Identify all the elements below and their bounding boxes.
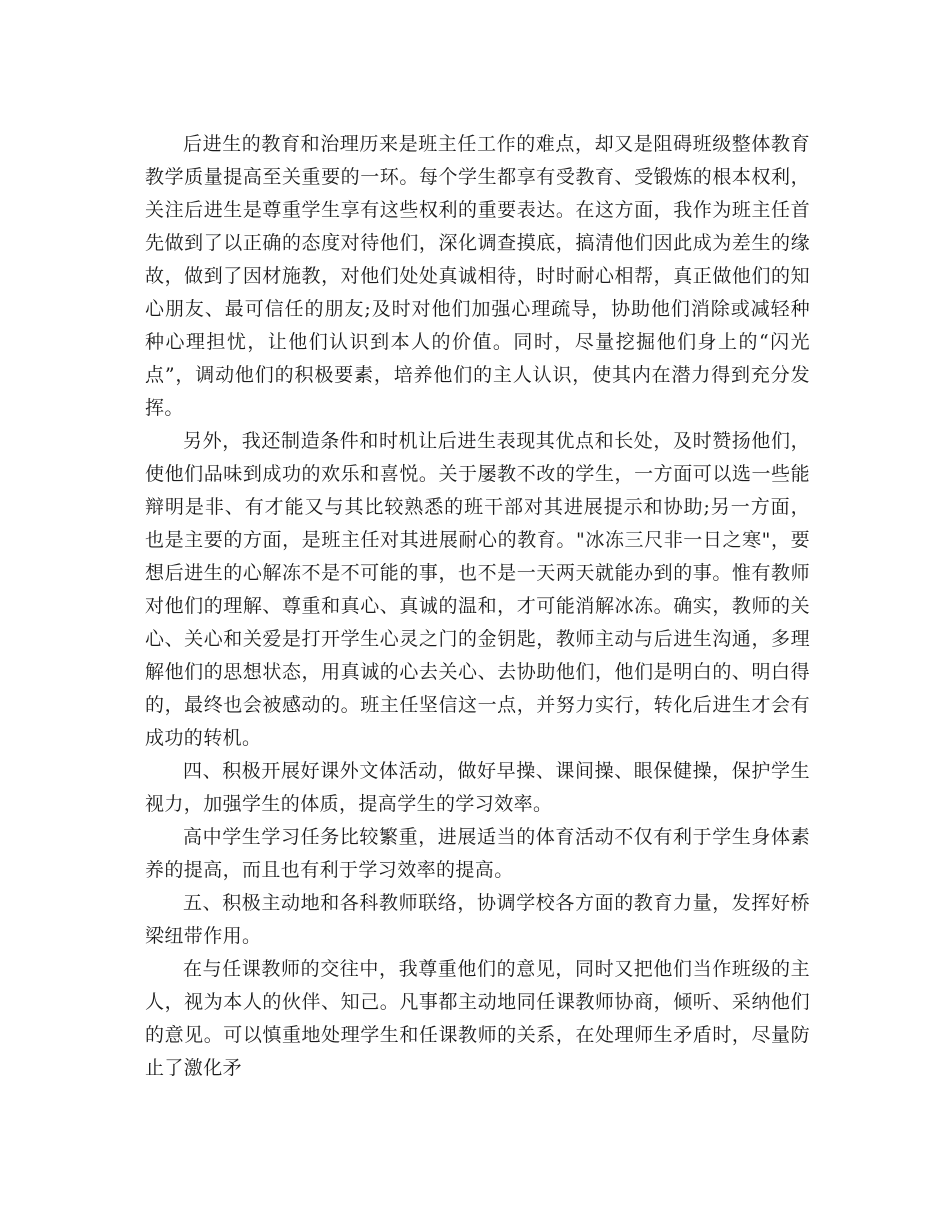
paragraph-5: 五、积极主动地和各科教师联络，协调学校各方面的教育力量，发挥好桥梁纽带作用。: [145, 892, 810, 947]
paragraph-3: 四、积极开展好课外文体活动，做好早操、课间操、眼保健操，保护学生视力，加强学生的体质，提高学生的学习效率。: [145, 760, 810, 815]
paragraph-4: 高中学生学习任务比较繁重，进展适当的体育活动不仅有利于学生身体素养的提高，而且也有利于学习效率的提高。: [145, 826, 810, 881]
paragraph-2: 另外，我还制造条件和时机让后进生表现其优点和长处，及时赞扬他们，使他们品味到成功的欢乐和喜悦。关于屡教不改的学生，一方面可以选一些能辩明是非、有才能又与其比较熟悉的班干部对其进展提示和协助;另一方面，也是主要的方面，是班主任对其进展耐心的教育。"冰冻三尺非一日之寒"，要想后进生的心解冻不是不可能的事，也不是一天两天就能办到的事。惟有教师对他们的理解、尊重和真心、真诚的温和，才可能消解冰冻。确实，教师的关心、关心和关爱是打开学生心灵之门的金钥匙，教师主动与后进生沟通，多理解他们的思想状态，用真诚的心去关心、去协助他们，他们是明白的、明白得的，最终也会被感动的。班主任坚信这一点，并努力实行，转化后进生才会有成功的转机。: [145, 430, 810, 749]
paragraph-1: 后进生的教育和治理历来是班主任工作的难点，却又是阻碍班级整体教育教学质量提高至关重要的一环。每个学生都享有受教育、受锻炼的根本权利，关注后进生是尊重学生享有这些权利的重要表达。在这方面，我作为班主任首先做到了以正确的态度对待他们，深化调查摸底，搞清他们因此成为差生的缘故，做到了因材施教，对他们处处真诚相待，时时耐心相帮，真正做他们的知心朋友、最可信任的朋友;及时对他们加强心理疏导，协助他们消除或减轻种种心理担忧，让他们认识到本人的价值。同时，尽量挖掘他们身上的“闪光点”，调动他们的积极要素，培养他们的主人认识，使其内在潜力得到充分发挥。: [145, 133, 810, 419]
paragraph-6: 在与任课教师的交往中，我尊重他们的意见，同时又把他们当作班级的主人，视为本人的伙伴、知己。凡事都主动地同任课教师协商，倾听、采纳他们的意见。可以慎重地处理学生和任课教师的关系，在处理师生矛盾时，尽量防止了激化矛: [145, 958, 810, 1079]
document-body: [145, 128, 810, 1085]
